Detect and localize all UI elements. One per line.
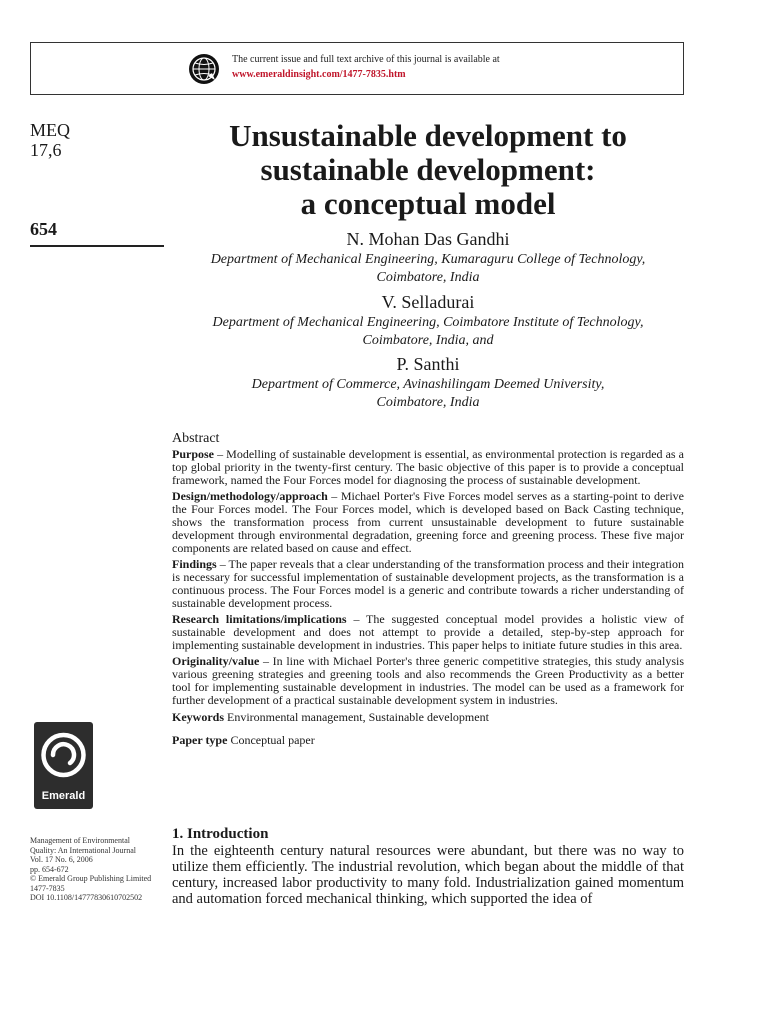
- citation-line: Quality: An International Journal: [30, 845, 136, 855]
- page-number-rule: [30, 245, 164, 247]
- section-label: Originality/value: [172, 654, 260, 668]
- keywords-text: Environmental management, Sustainable development: [224, 710, 489, 724]
- title-line: Unsustainable development to: [229, 118, 627, 153]
- section-label: Findings: [172, 557, 217, 571]
- article-title: [172, 119, 684, 221]
- section-text: – In line with Michael Porter's three generic competitive strategies, this study analysis various greening strategies and greening tools and also recommends the Green Productivity as a better tool for implementing sustainable development in industries. The model can be used as a framework for further development of a practical sustainable development system in industries.: [172, 654, 684, 707]
- citation-block: [30, 836, 170, 903]
- abstract-limitations: [172, 613, 684, 652]
- page-number: 654: [30, 219, 57, 239]
- title-line: sustainable development:: [260, 152, 596, 187]
- section-heading-introduction: 1. Introduction: [172, 826, 269, 842]
- banner-text: [232, 52, 500, 82]
- citation-line: Management of Environmental: [30, 836, 130, 845]
- section-label: Design/methodology/approach: [172, 489, 328, 503]
- author-affiliation: [172, 251, 684, 287]
- globe-icon: [188, 53, 220, 85]
- abstract-heading: Abstract: [172, 431, 220, 446]
- citation-line: DOI 10.1108/14777830610702502: [30, 893, 143, 902]
- section-text: – Michael Porter's Five Forces model serves as a starting-point to derive the Four Forces model. The Four Forces model, which is developed based on Back Casting technique, shows the transformation process from current unsustainable development to future sustainable development through environmental degradation, greening force and greening process. These five major components are related based on cause and effect.: [172, 489, 684, 555]
- title-line: a conceptual model: [300, 186, 556, 221]
- affiliation-line: Coimbatore, India: [376, 395, 480, 410]
- paper-type: [172, 734, 684, 747]
- abstract-originality: [172, 655, 684, 707]
- section-text: – Modelling of sustainable development is essential, as environmental protection is regarded as a top global priority in the twenty-first century. The basic objective of this paper is to provide a conceptual framework, named the Four Forces model for diagnosing the process of sustainable development.: [172, 447, 684, 487]
- emerald-e-icon: [34, 722, 93, 790]
- author-affiliation: [172, 376, 684, 412]
- section-label: Research limitations/implications: [172, 612, 347, 626]
- citation-line: Vol. 17 No. 6, 2006: [30, 855, 93, 864]
- abstract-findings: [172, 558, 684, 610]
- author-name: N. Mohan Das Gandhi: [346, 229, 510, 249]
- volume-issue: 17,6: [30, 140, 62, 160]
- citation-line: © Emerald Group Publishing Limited: [30, 874, 152, 883]
- affiliation-line: Coimbatore, India: [376, 270, 480, 285]
- citation-line: 1477-7835: [30, 883, 65, 893]
- affiliation-line: Department of Commerce, Avinashilingam Deemed University,: [251, 377, 605, 392]
- section-label: Purpose: [172, 447, 214, 461]
- affiliation-line: Coimbatore, India, and: [362, 333, 494, 348]
- introduction-body: In the eighteenth century natural resources were abundant, but there was no way to utilize them efficiently. The industrial revolution, which began about the middle of that century, increased labor productivity to many fold. Industrialization gained momentum and automation forced mechanical thinking, which supported the idea of: [172, 843, 684, 907]
- journal-url-link[interactable]: www.emeraldinsight.com/1477-7835.htm: [232, 69, 406, 80]
- author-name: V. Selladurai: [381, 292, 475, 312]
- author-affiliation: [172, 314, 684, 350]
- journal-abbrev: MEQ: [30, 120, 70, 140]
- emerald-logo: [34, 722, 93, 809]
- journal-access-banner: [30, 42, 684, 95]
- abstract-purpose: [172, 448, 684, 487]
- section-text: – The suggested conceptual model provides a holistic view of sustainable development and does not attempt to provide a detailed, step-by-step approach for implementing sustainable development in industries. This paper helps to initiate future studies in this area.: [172, 612, 684, 652]
- keywords-label: Keywords: [172, 710, 224, 724]
- logo-wordmark: Emerald: [41, 790, 86, 802]
- citation-line: pp. 654-672: [30, 864, 69, 874]
- affiliation-line: Department of Mechanical Engineering, Coimbatore Institute of Technology,: [212, 315, 644, 330]
- journal-reference: [30, 120, 70, 160]
- banner-notice: The current issue and full text archive of this journal is available at: [232, 54, 500, 65]
- affiliation-line: Department of Mechanical Engineering, Kumaraguru College of Technology,: [210, 252, 646, 267]
- abstract-methodology: [172, 490, 684, 555]
- section-text: – The paper reveals that a clear understanding of the transformation process and their integration is necessary for successful implementation of sustainable development projects, as the transformation is a continuous process. The Four Forces model is a generic and contribute towards a richer understanding of sustainable development process.: [172, 557, 684, 610]
- paper-type-label: Paper type: [172, 733, 228, 747]
- author-name: P. Santhi: [396, 354, 460, 374]
- keywords: [172, 711, 684, 724]
- abstract: [172, 431, 684, 747]
- paper-type-text: Conceptual paper: [227, 733, 315, 747]
